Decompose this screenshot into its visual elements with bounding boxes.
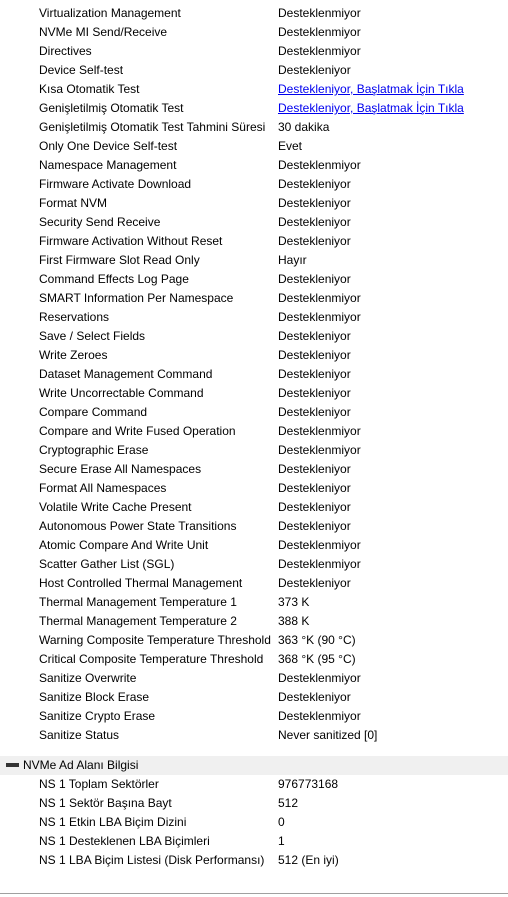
- property-key: NS 1 Sektör Başına Bayt: [39, 796, 172, 810]
- section-title: NVMe Ad Alanı Bilgisi: [23, 758, 139, 772]
- property-value: 368 °K (95 °C): [278, 652, 356, 666]
- property-value: Destekleniyor: [278, 329, 351, 343]
- property-key: Sanitize Crypto Erase: [39, 709, 156, 723]
- property-value: Desteklenmiyor: [278, 709, 361, 723]
- property-row[interactable]: [0, 270, 508, 289]
- property-value: Destekleniyor: [278, 63, 351, 77]
- property-row[interactable]: [0, 669, 508, 688]
- property-row[interactable]: [0, 593, 508, 612]
- property-value: Destekleniyor: [278, 234, 351, 248]
- property-row[interactable]: [0, 289, 508, 308]
- property-row[interactable]: [0, 251, 508, 270]
- property-row[interactable]: [0, 612, 508, 631]
- property-value: Never sanitized [0]: [278, 728, 378, 742]
- property-key: Reservations: [39, 310, 110, 324]
- property-key: Firmware Activate Download: [39, 177, 192, 191]
- property-row[interactable]: [0, 384, 508, 403]
- property-row[interactable]: [0, 403, 508, 422]
- property-value: Hayır: [278, 253, 307, 267]
- property-key: Sanitize Overwrite: [39, 671, 137, 685]
- property-key: Save / Select Fields: [39, 329, 146, 343]
- property-row[interactable]: [0, 194, 508, 213]
- property-key: Write Zeroes: [39, 348, 108, 362]
- property-value: Destekleniyor: [278, 367, 351, 381]
- property-value: Desteklenmiyor: [278, 6, 361, 20]
- property-row[interactable]: [0, 498, 508, 517]
- property-row[interactable]: [0, 327, 508, 346]
- property-row[interactable]: [0, 536, 508, 555]
- property-key: Format NVM: [39, 196, 108, 210]
- property-row[interactable]: [0, 441, 508, 460]
- property-row[interactable]: [0, 213, 508, 232]
- section-header-nvme-namespace[interactable]: [0, 756, 508, 775]
- property-row[interactable]: [0, 460, 508, 479]
- property-key: Directives: [39, 44, 92, 58]
- property-key: Genişletilmiş Otomatik Test Tahmini Süresi: [39, 120, 266, 134]
- property-key: Compare Command: [39, 405, 148, 419]
- property-row[interactable]: [0, 23, 508, 42]
- property-row[interactable]: [0, 631, 508, 650]
- namespace-properties: [0, 775, 508, 870]
- property-key: Kısa Otomatik Test: [39, 82, 140, 96]
- properties-list: [0, 4, 508, 870]
- bottom-divider: [0, 893, 508, 894]
- property-row[interactable]: [0, 832, 508, 851]
- property-key: Autonomous Power State Transitions: [39, 519, 237, 533]
- property-row[interactable]: [0, 175, 508, 194]
- property-row[interactable]: [0, 688, 508, 707]
- property-key: SMART Information Per Namespace: [39, 291, 234, 305]
- property-key: Sanitize Status: [39, 728, 120, 742]
- property-value: 388 K: [278, 614, 310, 628]
- property-value: Desteklenmiyor: [278, 25, 361, 39]
- property-value: Destekleniyor: [278, 690, 351, 704]
- property-value: Desteklenmiyor: [278, 310, 361, 324]
- property-row[interactable]: [0, 4, 508, 23]
- property-value: Destekleniyor: [278, 348, 351, 362]
- property-key: Dataset Management Command: [39, 367, 213, 381]
- property-key: Host Controlled Thermal Management: [39, 576, 243, 590]
- property-row[interactable]: [0, 555, 508, 574]
- device-properties: [0, 4, 508, 745]
- property-key: Virtualization Management: [39, 6, 181, 20]
- property-key: NVMe MI Send/Receive: [39, 25, 168, 39]
- start-test-link[interactable]: Destekleniyor, Başlatmak İçin Tıkla: [278, 101, 464, 115]
- property-key: Volatile Write Cache Present: [39, 500, 192, 514]
- property-key: Command Effects Log Page: [39, 272, 189, 286]
- property-value: 30 dakika: [278, 120, 330, 134]
- property-key: Warning Composite Temperature Threshold: [39, 633, 271, 647]
- property-value: Destekleniyor: [278, 500, 351, 514]
- property-value: 373 K: [278, 595, 310, 609]
- property-value: 976773168: [278, 777, 339, 791]
- property-row[interactable]: [0, 775, 508, 794]
- property-key: Thermal Management Temperature 2: [39, 614, 237, 628]
- property-key: Genişletilmiş Otomatik Test: [39, 101, 184, 115]
- property-row[interactable]: [0, 99, 508, 118]
- property-value: Desteklenmiyor: [278, 44, 361, 58]
- property-key: Format All Namespaces: [39, 481, 167, 495]
- property-value: Destekleniyor: [278, 519, 351, 533]
- property-value: Desteklenmiyor: [278, 538, 361, 552]
- property-row[interactable]: [0, 707, 508, 726]
- property-key: NS 1 LBA Biçim Listesi (Disk Performansı): [39, 853, 265, 867]
- property-key: Firmware Activation Without Reset: [39, 234, 223, 248]
- property-row[interactable]: [0, 308, 508, 327]
- property-value: Destekleniyor: [278, 177, 351, 191]
- property-key: NS 1 Desteklenen LBA Biçimleri: [39, 834, 210, 848]
- property-key: Critical Composite Temperature Threshold: [39, 652, 264, 666]
- property-key: Secure Erase All Namespaces: [39, 462, 202, 476]
- property-row[interactable]: [0, 650, 508, 669]
- start-test-link[interactable]: Destekleniyor, Başlatmak İçin Tıkla: [278, 82, 464, 96]
- property-row[interactable]: [0, 156, 508, 175]
- property-row[interactable]: [0, 851, 508, 870]
- property-value: Destekleniyor: [278, 576, 351, 590]
- property-row[interactable]: [0, 574, 508, 593]
- property-key: Only One Device Self-test: [39, 139, 178, 153]
- property-row[interactable]: [0, 422, 508, 441]
- property-row[interactable]: [0, 80, 508, 99]
- property-value: Destekleniyor: [278, 405, 351, 419]
- property-key: Compare and Write Fused Operation: [39, 424, 236, 438]
- property-key: Write Uncorrectable Command: [39, 386, 204, 400]
- property-value: Destekleniyor: [278, 272, 351, 286]
- property-value: 0: [278, 815, 285, 829]
- property-row[interactable]: [0, 118, 508, 137]
- property-row[interactable]: [0, 61, 508, 80]
- property-key: First Firmware Slot Read Only: [39, 253, 200, 267]
- property-key: Thermal Management Temperature 1: [39, 595, 237, 609]
- property-value: Desteklenmiyor: [278, 557, 361, 571]
- property-row[interactable]: [0, 137, 508, 156]
- section-gap: [0, 745, 508, 756]
- property-key: Scatter Gather List (SGL): [39, 557, 175, 571]
- property-value: Desteklenmiyor: [278, 158, 361, 172]
- property-value: Destekleniyor: [278, 196, 351, 210]
- property-row[interactable]: [0, 813, 508, 832]
- property-key: NS 1 Etkin LBA Biçim Dizini: [39, 815, 187, 829]
- property-row[interactable]: [0, 365, 508, 384]
- property-key: Security Send Receive: [39, 215, 161, 229]
- property-key: Device Self-test: [39, 63, 124, 77]
- property-key: Sanitize Block Erase: [39, 690, 150, 704]
- property-value: 512: [278, 796, 299, 810]
- property-value: 1: [278, 834, 285, 848]
- collapse-minus-icon[interactable]: [6, 763, 19, 767]
- property-row[interactable]: [0, 346, 508, 365]
- property-value: Desteklenmiyor: [278, 443, 361, 457]
- property-value: Desteklenmiyor: [278, 671, 361, 685]
- property-value: Destekleniyor: [278, 386, 351, 400]
- property-value: Destekleniyor: [278, 215, 351, 229]
- property-value: Destekleniyor: [278, 462, 351, 476]
- property-row[interactable]: [0, 479, 508, 498]
- property-value: Desteklenmiyor: [278, 291, 361, 305]
- property-key: Cryptographic Erase: [39, 443, 149, 457]
- property-value: Evet: [278, 139, 303, 153]
- property-value: 512 (En iyi): [278, 853, 339, 867]
- property-row[interactable]: [0, 726, 508, 745]
- property-value: 363 °K (90 °C): [278, 633, 356, 647]
- property-key: NS 1 Toplam Sektörler: [39, 777, 159, 791]
- property-row[interactable]: [0, 232, 508, 251]
- property-value: Desteklenmiyor: [278, 424, 361, 438]
- property-row[interactable]: [0, 42, 508, 61]
- property-row[interactable]: [0, 794, 508, 813]
- property-key: Namespace Management: [39, 158, 177, 172]
- property-row[interactable]: [0, 517, 508, 536]
- property-key: Atomic Compare And Write Unit: [39, 538, 209, 552]
- property-value: Destekleniyor: [278, 481, 351, 495]
